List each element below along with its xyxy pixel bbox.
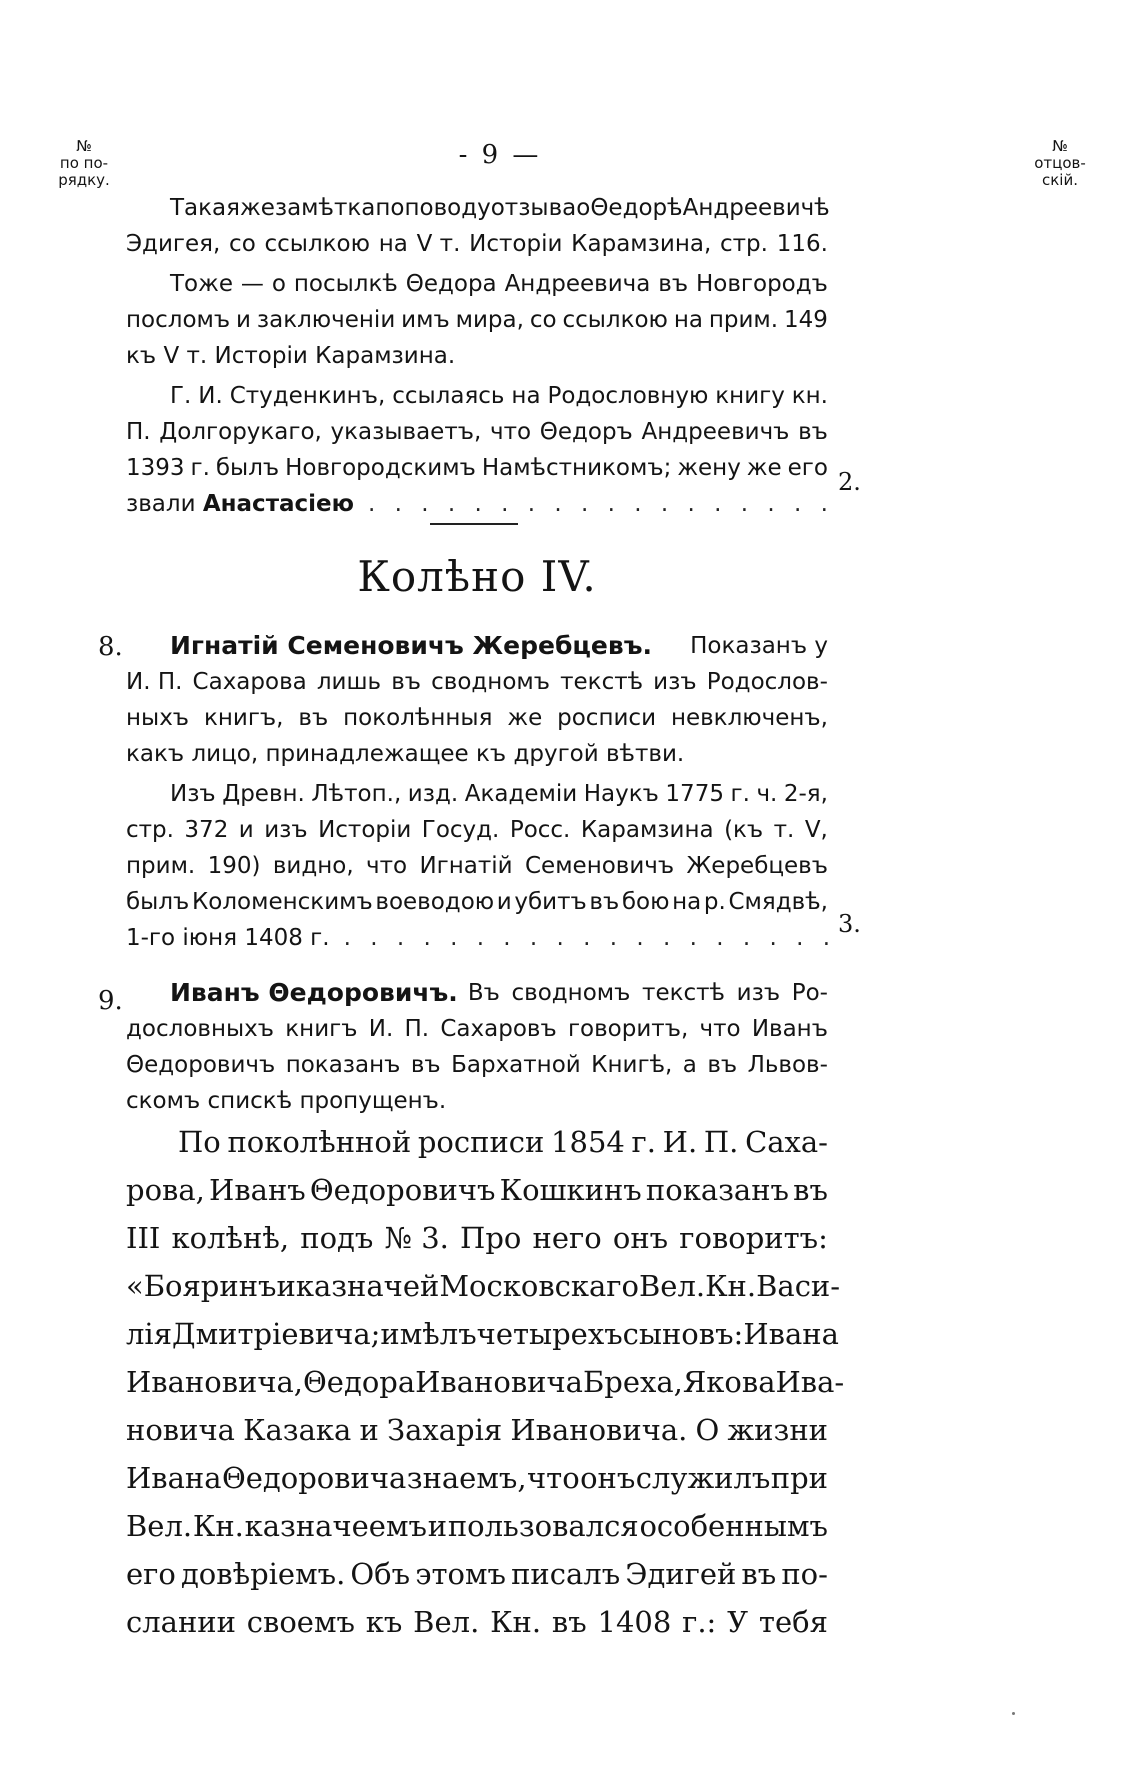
section-divider	[430, 523, 518, 525]
word: скомъ спискѣ пропущенъ.	[126, 1088, 447, 1114]
word: Карамзина	[580, 817, 714, 843]
word: въ	[410, 1052, 441, 1078]
text-line	[126, 1406, 828, 1454]
word: по	[375, 195, 405, 221]
word: Московскаго	[439, 1269, 639, 1303]
word: росписи	[557, 705, 657, 731]
word: замѣтка	[274, 195, 376, 221]
text-line	[126, 812, 828, 848]
word: Исторіи	[469, 231, 563, 257]
word: этомъ	[415, 1557, 506, 1591]
text-line	[126, 1358, 845, 1406]
text-fragment: звали	[126, 491, 196, 517]
word: прим.	[126, 853, 196, 879]
word: рова,	[126, 1173, 205, 1207]
word: на	[378, 231, 408, 257]
word: Андреевича	[504, 271, 651, 297]
word: Коломенскимъ	[191, 889, 373, 915]
word: изъ	[736, 980, 781, 1006]
word: 2-я,	[783, 781, 828, 807]
text-line	[126, 700, 828, 736]
word: Кн.	[192, 1509, 244, 1543]
word: Ива-	[775, 1365, 845, 1399]
entry-8	[126, 628, 828, 956]
word: Новгородскимъ	[285, 455, 476, 481]
paper-speck	[1012, 1712, 1015, 1715]
word: при	[770, 1461, 828, 1495]
word: и	[276, 1269, 296, 1303]
word: 1854	[551, 1125, 625, 1159]
word: Ивановича.	[510, 1413, 688, 1447]
word: Кошкинъ	[499, 1173, 642, 1207]
word: Г.	[170, 383, 192, 409]
text-line	[126, 302, 828, 338]
word: Семеновичъ	[524, 853, 675, 879]
word: 190)	[207, 853, 261, 879]
word: новича	[126, 1413, 235, 1447]
word: подъ	[300, 1221, 374, 1255]
margin-label-line: №	[1052, 137, 1068, 155]
word: о	[576, 195, 591, 221]
word: По	[178, 1125, 221, 1159]
word: на	[673, 307, 703, 333]
word: Васи-	[756, 1269, 841, 1303]
word: книгъ	[285, 1016, 358, 1042]
word: имѣлъ	[380, 1317, 477, 1351]
word: отзыва	[490, 195, 577, 221]
word: Новгородъ	[696, 271, 828, 297]
word: жену	[677, 455, 741, 481]
word: г.	[730, 781, 750, 807]
text-line	[126, 1118, 828, 1166]
word: Изъ	[170, 781, 216, 807]
word: и	[496, 889, 512, 915]
word: имъ	[401, 307, 450, 333]
word: ссылкою	[562, 307, 668, 333]
word: его	[126, 1557, 176, 1591]
word: поводу	[404, 195, 491, 221]
word: Смядвѣ,	[728, 889, 828, 915]
word: къ V т. Исторіи Карамзина.	[126, 343, 456, 369]
name-bold: Анастасіею	[202, 491, 355, 517]
word: изд.	[407, 781, 459, 807]
text-line	[126, 1214, 828, 1262]
word: 1408	[597, 1605, 672, 1639]
word: невключенъ,	[670, 705, 828, 731]
word: мира,	[455, 307, 524, 333]
word: на	[672, 889, 702, 915]
word: стр.	[720, 231, 768, 257]
text-line	[126, 378, 828, 414]
word: Сахарова	[192, 669, 307, 695]
word: Росс.	[509, 817, 571, 843]
word: указываетъ,	[330, 419, 482, 445]
word: Ивана	[743, 1317, 839, 1351]
word: же	[507, 705, 543, 731]
word: показанъ	[285, 1052, 401, 1078]
word: Саха-	[745, 1125, 828, 1159]
word: 116.	[776, 231, 828, 257]
word: Бархатной	[451, 1052, 581, 1078]
word: и	[236, 307, 251, 333]
word: г.:	[682, 1605, 717, 1639]
word: Андреевичъ	[641, 419, 790, 445]
quote-paragraph	[126, 1118, 845, 1646]
word: Ро-	[791, 980, 828, 1006]
word: о	[271, 271, 286, 297]
word: Намѣстникомъ;	[481, 455, 672, 481]
patronymic-reference-number: 2.	[838, 468, 861, 496]
text-line	[126, 1083, 828, 1119]
word: Θедора	[405, 271, 497, 297]
word: текстѣ	[642, 980, 725, 1006]
word: что	[699, 1016, 741, 1042]
word: г.	[190, 455, 210, 481]
text-line	[126, 190, 828, 226]
word: онъ	[612, 1221, 669, 1255]
word: № 3.	[384, 1221, 449, 1255]
word: Академіи	[464, 781, 578, 807]
word: Эдигея,	[126, 231, 221, 257]
word: (къ	[724, 817, 764, 843]
word: на	[511, 383, 541, 409]
word: III	[126, 1221, 161, 1255]
word: Наукъ	[583, 781, 659, 807]
word: книгу	[715, 383, 785, 409]
word: Тоже	[170, 271, 233, 297]
word: лія	[126, 1317, 172, 1351]
word: Студенкинъ,	[229, 383, 386, 409]
word: Лѣтоп.,	[311, 781, 402, 807]
word: 149	[783, 307, 828, 333]
word: убитъ	[514, 889, 587, 915]
word: И.	[662, 1125, 698, 1159]
text-line	[126, 628, 828, 664]
word: Ивановича	[415, 1365, 583, 1399]
text-fragment	[468, 975, 828, 1011]
word: же	[239, 195, 275, 221]
word: изъ	[653, 669, 697, 695]
text-line	[126, 975, 828, 1011]
margin-label-line: скій.	[1042, 171, 1078, 189]
word: Карамзина,	[571, 231, 712, 257]
word: Вел.	[638, 1269, 706, 1303]
word: ссылкою	[264, 231, 370, 257]
word: воеводою	[375, 889, 495, 915]
margin-label-order-number	[44, 138, 124, 189]
word: Θедоровичъ	[126, 1052, 276, 1078]
margin-label-line: рядку.	[58, 171, 110, 189]
word: въ	[391, 669, 422, 695]
word: Ивановича,	[126, 1365, 304, 1399]
section-title: Колѣно IV.	[357, 552, 597, 601]
word: знаемъ,	[406, 1461, 527, 1495]
word: Игнатій	[419, 853, 513, 879]
text-line	[126, 266, 828, 302]
word: довѣріемъ.	[180, 1557, 346, 1591]
margin-label-line: №	[76, 137, 92, 155]
word: росписи	[417, 1125, 545, 1159]
word: Якова	[682, 1365, 776, 1399]
word: къ	[365, 1605, 403, 1639]
text-line	[126, 1454, 828, 1502]
word: ч.	[756, 781, 778, 807]
word: видно,	[272, 853, 354, 879]
word: четырехъ	[476, 1317, 623, 1351]
word: Казака	[243, 1413, 352, 1447]
margin-label-line: отцов-	[1034, 154, 1086, 172]
word: И.	[368, 1016, 394, 1042]
word: ссылаясь	[392, 383, 505, 409]
word: жизни	[727, 1413, 828, 1447]
word: Вел.	[413, 1605, 480, 1639]
word: сыновъ:	[622, 1317, 744, 1351]
word: Θедоръ	[539, 419, 633, 445]
word: Исторіи	[318, 817, 412, 843]
word: изъ	[264, 817, 308, 843]
word: казначеемъ	[244, 1509, 427, 1543]
word: Эдигей	[625, 1557, 737, 1591]
dot-leader	[330, 920, 828, 956]
word: Иванъ	[751, 1016, 828, 1042]
word: 372	[184, 817, 229, 843]
word: говоритъ:	[679, 1221, 828, 1255]
word: прим.	[708, 307, 779, 333]
word: р.	[703, 889, 726, 915]
text-line	[126, 338, 828, 374]
word: особеннымъ	[639, 1509, 828, 1543]
word: Такая	[170, 195, 240, 221]
word: былъ	[215, 455, 280, 481]
word: его	[787, 455, 828, 481]
text-line	[126, 1262, 841, 1310]
word: Ивана	[126, 1461, 222, 1495]
word: посломъ	[126, 307, 231, 333]
word: тебя	[758, 1605, 828, 1639]
text-line	[126, 450, 828, 486]
word: своемъ	[246, 1605, 355, 1639]
word: Объ	[350, 1557, 411, 1591]
word: стр.	[126, 817, 174, 843]
word: Сахаровъ	[440, 1016, 557, 1042]
text-line	[126, 414, 828, 450]
word: колѣнѣ,	[171, 1221, 290, 1255]
word: «Бояринъ	[126, 1269, 277, 1303]
word: Кн.	[705, 1269, 757, 1303]
text-line	[126, 736, 828, 772]
text-line	[126, 1310, 839, 1358]
word: И. П.	[126, 669, 183, 695]
word: т.	[773, 817, 795, 843]
word: въ	[707, 1052, 738, 1078]
text-line	[126, 776, 828, 812]
word: поколѣнныя	[343, 705, 493, 731]
word: и	[238, 817, 254, 843]
word: и	[359, 1413, 379, 1447]
word: —	[240, 271, 264, 297]
word: Захарія	[387, 1413, 503, 1447]
entry-number: 9.	[98, 986, 123, 1016]
word: П.	[126, 419, 151, 445]
word: него	[532, 1221, 602, 1255]
word: Долгорукаго,	[159, 419, 322, 445]
word: Θедорѣ	[590, 195, 683, 221]
text-fragment: Показанъ у	[690, 633, 828, 659]
word: бою	[621, 889, 670, 915]
word: онъ	[580, 1461, 636, 1495]
word: V т.	[416, 231, 461, 257]
word: посылкѣ	[293, 271, 398, 297]
word: Жеребцевъ	[686, 853, 828, 879]
word: 1393	[126, 455, 185, 481]
word: Кн.	[490, 1605, 542, 1639]
word: со	[229, 231, 256, 257]
word: Θедоровичъ	[309, 1173, 496, 1207]
word: Книгѣ,	[591, 1052, 673, 1078]
word: въ	[658, 271, 689, 297]
word: пользовался	[447, 1509, 639, 1543]
word: V,	[804, 817, 828, 843]
word: какъ лицо, принадлежащее къ другой вѣтви.	[126, 741, 685, 767]
word: ныхъ	[126, 705, 190, 731]
word: Θедора	[303, 1365, 416, 1399]
margin-label-patronymic-number	[1020, 138, 1100, 189]
patronymic-reference-number: 3.	[838, 910, 861, 938]
word: заключеніи	[256, 307, 396, 333]
word: Бреха,	[582, 1365, 683, 1399]
word: же	[746, 455, 782, 481]
word: текстѣ	[560, 669, 644, 695]
word: что	[526, 1461, 580, 1495]
word: писалъ	[511, 1557, 621, 1591]
word: показанъ	[645, 1173, 789, 1207]
text-line-with-leader	[126, 486, 828, 522]
text-line	[126, 1598, 828, 1646]
word: сводномъ	[431, 669, 551, 695]
word: У	[727, 1605, 749, 1639]
entry-name: Иванъ Θедоровичъ.	[170, 978, 458, 1007]
word: говоритъ,	[567, 1016, 689, 1042]
word: И.	[198, 383, 223, 409]
text-line	[126, 1550, 828, 1598]
word: 1775	[665, 781, 724, 807]
word: въ	[741, 1557, 777, 1591]
word: Въ	[467, 980, 500, 1006]
text-line-with-leader	[126, 920, 828, 956]
word: казначей	[295, 1269, 440, 1303]
word: по-	[781, 1557, 828, 1591]
text-line	[126, 1166, 828, 1214]
text-line	[126, 848, 828, 884]
text-line	[126, 226, 828, 262]
word: поколѣнной	[227, 1125, 412, 1159]
word: Вел.	[126, 1509, 193, 1543]
word: и	[427, 1509, 448, 1543]
entry-number: 8.	[98, 632, 123, 662]
word: въ	[798, 419, 828, 445]
word: Родослов-	[706, 669, 828, 695]
word: Дмитріевича;	[172, 1317, 381, 1351]
word: а	[682, 1052, 697, 1078]
word: лишь	[316, 669, 382, 695]
text-fragment: 1-го іюня 1408 г.	[126, 925, 330, 951]
word: въ	[298, 705, 329, 731]
text-line	[126, 1011, 828, 1047]
word: что	[366, 853, 408, 879]
word: Андреевичѣ	[682, 195, 830, 221]
intro-text	[126, 190, 828, 522]
word: О	[695, 1413, 720, 1447]
word: въ	[551, 1605, 587, 1639]
word: Про	[460, 1221, 522, 1255]
text-line	[126, 884, 828, 920]
word: П.	[404, 1016, 430, 1042]
entry-9	[126, 975, 828, 1119]
word: Госуд.	[421, 817, 500, 843]
word: книгъ,	[203, 705, 284, 731]
word: въ	[589, 889, 620, 915]
word: Древн.	[222, 781, 305, 807]
entry-name: Игнатій Семеновичъ Жеребцевъ.	[170, 631, 652, 660]
word: Θедоровича	[221, 1461, 407, 1495]
word: дословныхъ	[126, 1016, 275, 1042]
margin-label-line: по по-	[59, 154, 109, 172]
word: г.	[631, 1125, 656, 1159]
word: въ	[793, 1173, 828, 1207]
word: слании	[126, 1605, 236, 1639]
text-line	[126, 664, 828, 700]
text-line	[126, 1047, 828, 1083]
text-line	[126, 1502, 828, 1550]
word: сводномъ	[511, 980, 631, 1006]
word: служилъ	[635, 1461, 771, 1495]
word: былъ	[126, 889, 190, 915]
word: что	[489, 419, 532, 445]
page-number: - 9 —	[458, 140, 542, 170]
word: Львов-	[747, 1052, 828, 1078]
word: кн.	[791, 383, 828, 409]
dot-leader	[354, 486, 828, 522]
word: Родословную	[547, 383, 709, 409]
word: П.	[703, 1125, 739, 1159]
word: Иванъ	[209, 1173, 306, 1207]
word: со	[529, 307, 557, 333]
